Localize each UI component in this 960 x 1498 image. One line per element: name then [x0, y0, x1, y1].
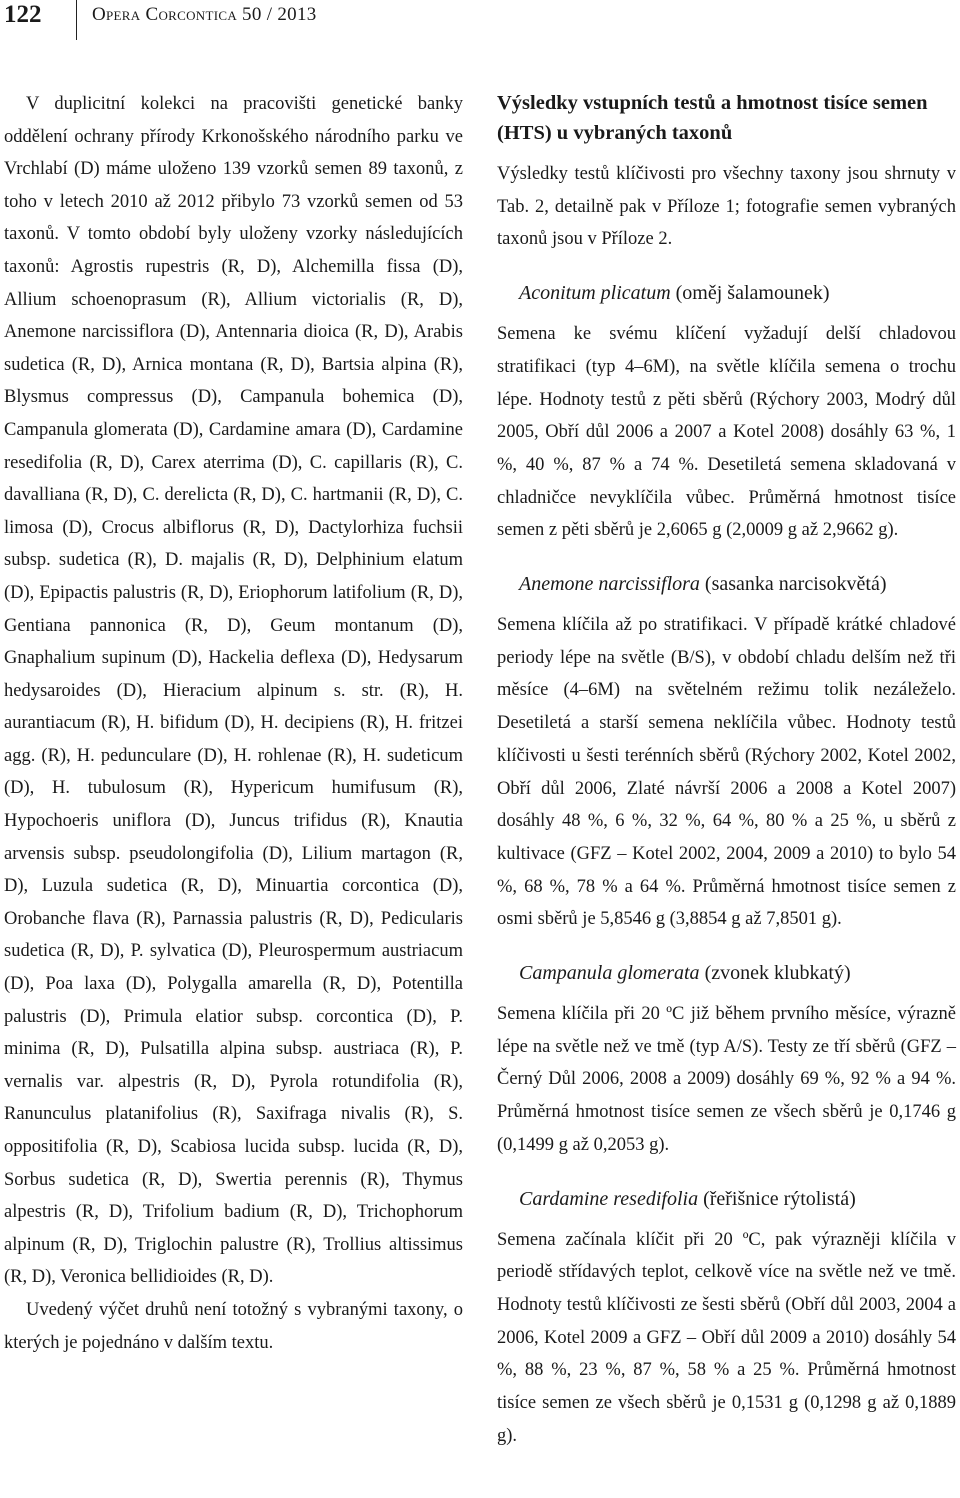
taxon-heading	[497, 1182, 956, 1216]
section-title: Výsledky vstupních testů a hmotnost tisíce semen (HTS) u vybraných taxonů	[497, 92, 928, 144]
right-column	[497, 88, 956, 1453]
page-number: 122	[4, 1, 42, 28]
taxon-common-name: (zvonek klubkatý)	[699, 962, 851, 985]
taxon-latin-name: Campanula glomerata	[519, 962, 700, 985]
taxon-common-name: (řeřišnice rýtolistá)	[698, 1187, 856, 1210]
taxon-latin-name: Anemone narcissiflora	[519, 573, 700, 596]
taxon-paragraph: Semena klíčila až po stratifikaci. V případě krátké chladové periody lépe na světle (B/S), v období chladu delším než tři měsíce (4–6M) na světelném režimu tolik nezáleželo. Desetiletá a starší semena neklíčila vůbec. Hodnoty testů klíčivosti u šesti terénních sběrů (Rýchory 2002, Kotel 2002, Obří důl 2006, Zlaté návrší 2006 a 2008 a Kotel 2007) dosáhly 48 %, 6 %, 32 %, 64 %, 80 % a 25 %, u sběrů z kultivace (GFZ – Kotel 2002, 2004, 2009 a 2010) to bylo 54 %, 68 %, 78 % a 64 %. Průměrná hmotnost tisíce semen z osmi sběrů je 5,8546 g (3,8854 g až 7,8501 g).	[497, 615, 956, 930]
taxon-common-name: (sasanka narcisokvětá)	[699, 573, 887, 596]
body-paragraph: Uvedený výčet druhů není totožný s vybranými taxony, o kterých je pojednáno v dalším textu.	[4, 1299, 463, 1353]
journal-title: Opera Corcontica 50 / 2013	[92, 4, 317, 25]
taxon-latin-name: Aconitum plicatum	[519, 282, 671, 305]
taxon-paragraph: Semena ke svému klíčení vyžadují delší chladovou stratifikaci (typ 4–6M), na světle klíčila semena o trochu lépe. Hodnoty testů z pěti sběrů (Rýchory 2003, Modrý důl 2005, Obří důl 2006 a 2007 a Kotel 2008) dosáhly 63 %, 1 %, 40 %, 87 % a 74 %. Desetiletá semena skladovaná v chladničce nevyklíčila vůbec. Průměrná hmotnost tisíce semen z pěti sběrů je 2,6065 g (2,0009 g až 2,9662 g).	[497, 324, 956, 541]
body-paragraph: V duplicitní kolekci na pracovišti genetické banky oddělení ochrany přírody Krkonošského národního parku ve Vrchlabí (D) máme uloženo 139 vzorků semen 89 taxonů, z toho v letech 2010 až 2012 přibylo 73 vzorků semen od 53 taxonů. V tomto období byly uloženy vzorky následujících taxonů: Agrostis rupestris (R, D), Alchemilla fissa (D), Allium schoenoprasum (R), Allium victorialis (R, D), Anemone narcissiflora (D), Antennaria dioica (R, D), Arabis sudetica (R, D), Arnica montana (R, D), Bartsia alpina (R), Blysmus compressus (D), Campanula bohemica (D), Campanula glomerata (D), Cardamine amara (D), Cardamine resedifolia (R, D), Carex aterrima (D), C. capillaris (R), C. davalliana (R, D), C. derelicta (R, D), C. hartmanii (R, D), C. limosa (D), Crocus albiflorus (R, D), Dactylorhiza fuchsii subsp. sudetica (R), D. majalis (R, D), Delphinium elatum (D), Epipactis palustris (R, D), Eriophorum latifolium (R, D), Gentiana pannonica (R, D), Geum montanum (D), Gnaphalium supinum (D), Hackelia deflexa (D), Hedysarum hedysaroides (D), Hieracium alpinum s. str. (R), H. aurantiacum (R), H. bifidum (D), H. decipiens (R), H. fritzei agg. (R), H. pedunculare (D), H. rohlenae (R), H. sudeticum (D), H. tubulosum (R), Hypericum humifusum (R), Hypochoeris uniflora (D), Juncus trifidus (R), Knautia arvensis subsp. pseudolongifolia (D), Lilium martagon (R, D), Luzula sudetica (R, D), Minuartia corcontica (D), Orobanche flava (R), Parnassia palustris (R, D), Pedicularis sudetica (R, D), P. sylvatica (D), Pleurospermum austriacum (D), Poa laxa (D), Polygalla amarella (R, D), Potentilla palustris (D), Primula elatior subsp. corcontica (D), P. minima (R, D), Pulsatilla alpina subsp. austriaca (R), P. vernalis var. alpestris (R, D), Pyrola rotundifolia (R), Ranunculus platanifolius (R), Saxifraga nivalis (R), S. oppositifolia (R, D), Scabiosa lucida subsp. lucida (R, D), Sorbus sudetica (R, D), Swertia perennis (R), Thymus alpestris (R, D), Trifolium badium (R, D), Trichophorum alpinum (R, D), Triglochin palustre (R), Trollius altissimus (R, D), Veronica bellidioides (R, D).	[4, 94, 463, 1288]
taxon-paragraph: Semena začínala klíčit při 20 ºC, pak výrazněji klíčila v periodě střídavých teplot, celkově více na světle než ve tmě. Hodnoty testů klíčivosti ze šesti sběrů (Obří důl 2003, 2004 a 2006, Kotel 2009 a GFZ – Obří důl 2009 a 2010) dosáhly 54 %, 88 %, 23 %, 87 %, 58 % a 25 %. Průměrná hmotnost tisíce semen ze všech sběrů je 0,1531 g (0,1298 g až 0,1889 g).	[497, 1229, 956, 1446]
header-divider	[76, 0, 77, 40]
taxon-heading	[497, 956, 956, 990]
left-column	[4, 88, 463, 1359]
taxon-latin-name: Cardamine resedifolia	[519, 1187, 699, 1210]
page-header	[0, 0, 960, 40]
taxon-paragraph: Semena klíčila při 20 ºC již během prvního měsíce, výrazně lépe na světle než ve tmě (typ A/S). Testy ze tří sběrů (GFZ – Černý Důl 2006, 2008 a 2009) dosáhly 69 %, 92 % a 94 %. Průměrná hmotnost tisíce semen ze všech sběrů je 0,1746 g (0,1499 g až 0,2053 g).	[497, 1004, 956, 1155]
taxon-heading	[497, 276, 956, 310]
taxon-common-name: (oměj šalamounek)	[670, 282, 830, 305]
taxon-heading	[497, 567, 956, 601]
intro-paragraph: Výsledky testů klíčivosti pro všechny taxony jsou shrnuty v Tab. 2, detailně pak v Příloze 1; fotografie semen vybraných taxonů jsou v Příloze 2.	[497, 164, 956, 250]
